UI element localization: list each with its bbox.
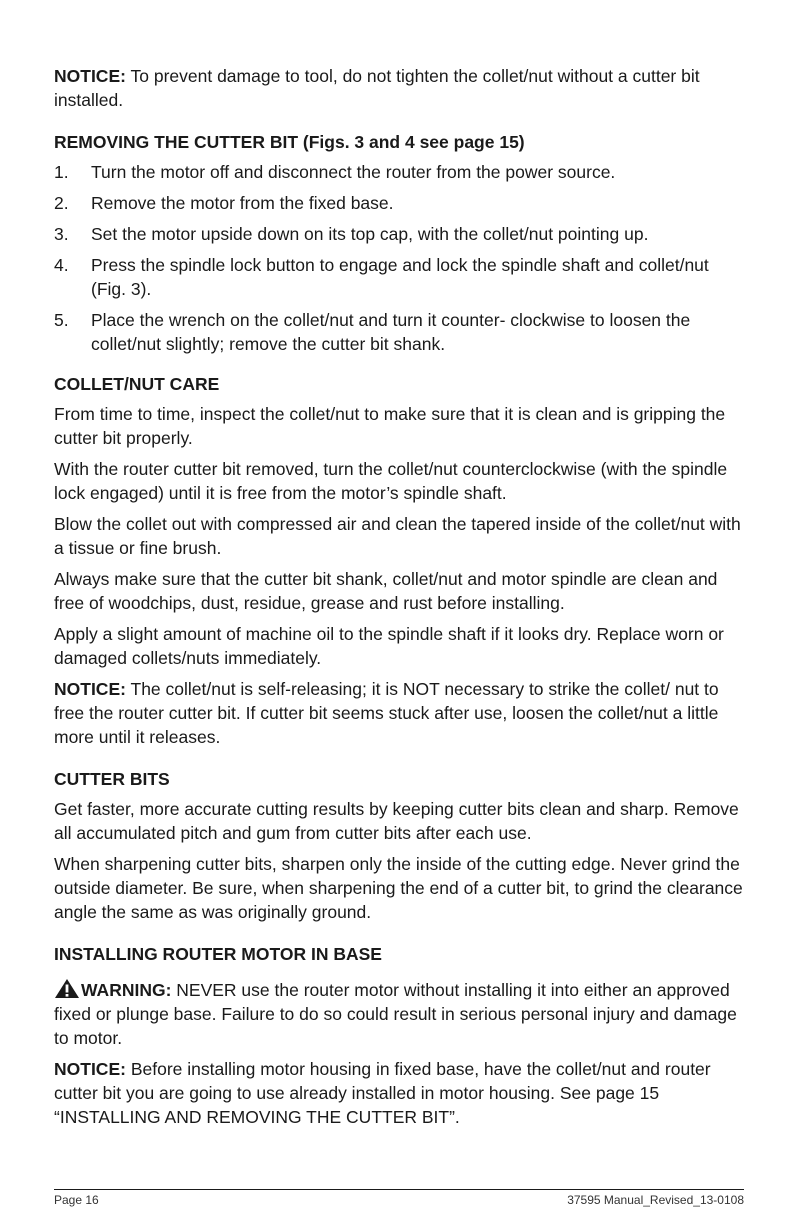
notice-paragraph: [54, 677, 744, 749]
document-id: 37595 Manual_Revised_13-0108: [567, 1193, 744, 1207]
notice-text: The collet/nut is self-releasing; it is NOT necessary to strike the collet/ nut to free the router cutter bit. If cutter bit seems stuck after use, loosen the collet/nut a little more until it releases.: [54, 679, 719, 747]
step-text: Turn the motor off and disconnect the router from the power source.: [91, 162, 616, 182]
step-number: 3.: [54, 224, 69, 244]
list-item: [54, 308, 744, 356]
collet-care-heading: COLLET/NUT CARE: [54, 374, 220, 394]
notice-label: NOTICE:: [54, 679, 126, 699]
collet-care-section: [54, 372, 744, 749]
notice-text: To prevent damage to tool, do not tighten the collet/nut without a cutter bit installed.: [54, 66, 700, 110]
list-item: [54, 160, 744, 184]
warning-text: NEVER use the router motor without installing it into either an approved fixed or plunge base. Failure to do so could result in serious personal injury and damage to motor.: [54, 980, 737, 1048]
list-item: [54, 191, 744, 215]
body-paragraph: Always make sure that the cutter bit shank, collet/nut and motor spindle are clean and free of woodchips, dust, residue, grease and rust before installing.: [54, 569, 718, 613]
list-item: [54, 253, 744, 301]
step-text: Set the motor upside down on its top cap, with the collet/nut pointing up.: [91, 224, 649, 244]
body-paragraph: With the router cutter bit removed, turn the collet/nut counterclockwise (with the spindle lock engaged) until it is free from the motor’s spindle shaft.: [54, 459, 728, 503]
notice-label: NOTICE:: [54, 66, 126, 86]
manual-page: [54, 64, 744, 1147]
step-text: Remove the motor from the fixed base.: [91, 193, 394, 213]
body-paragraph: Blow the collet out with compressed air and clean the tapered inside of the collet/nut with a tissue or fine brush.: [54, 514, 741, 558]
body-paragraph: From time to time, inspect the collet/nut to make sure that it is clean and is gripping the cutter bit properly.: [54, 404, 726, 448]
step-number: 5.: [54, 310, 69, 330]
cutter-bits-section: [54, 767, 744, 924]
installing-router-motor-heading: INSTALLING ROUTER MOTOR IN BASE: [54, 944, 382, 964]
notice-paragraph: [54, 64, 744, 112]
step-number: 2.: [54, 193, 69, 213]
body-paragraph: When sharpening cutter bits, sharpen only the inside of the cutting edge. Never grind the outside diameter. Be sure, when sharpening the end of a cutter bit, to grind the clearance angle the same as was originally ground.: [54, 854, 743, 922]
cutter-bits-heading: CUTTER BITS: [54, 769, 170, 789]
notice-text: Before installing motor housing in fixed base, have the collet/nut and router cutter bit you are going to use already installed in motor housing. See page 15 “INSTALLING AND REMOVING THE CUTTER BIT”.: [54, 1059, 711, 1127]
installing-section: [54, 942, 744, 1129]
body-paragraph: Apply a slight amount of machine oil to the spindle shaft if it looks dry. Replace worn or damaged collets/nuts immediately.: [54, 624, 724, 668]
step-text: Place the wrench on the collet/nut and turn it counter- clockwise to loosen the collet/nut slightly; remove the cutter bit shank.: [91, 310, 691, 354]
removing-steps-list: [54, 160, 744, 356]
warning-paragraph: [54, 978, 744, 1050]
step-text: Press the spindle lock button to engage and lock the spindle shaft and collet/nut (Fig. 3).: [91, 255, 709, 299]
warning-triangle-icon: [54, 978, 80, 999]
step-number: 4.: [54, 255, 69, 275]
page-number: Page 16: [54, 1193, 99, 1207]
notice-label: NOTICE:: [54, 1059, 126, 1079]
removing-cutter-bit-heading: REMOVING THE CUTTER BIT (Figs. 3 and 4 see page 15): [54, 132, 525, 152]
body-paragraph: Get faster, more accurate cutting results by keeping cutter bits clean and sharp. Remove all accumulated pitch and gum from cutter bits after each use.: [54, 799, 739, 843]
warning-label: WARNING:: [81, 980, 172, 1000]
step-number: 1.: [54, 162, 69, 182]
page-footer: [54, 1189, 744, 1207]
notice-paragraph: [54, 1057, 744, 1129]
list-item: [54, 222, 744, 246]
